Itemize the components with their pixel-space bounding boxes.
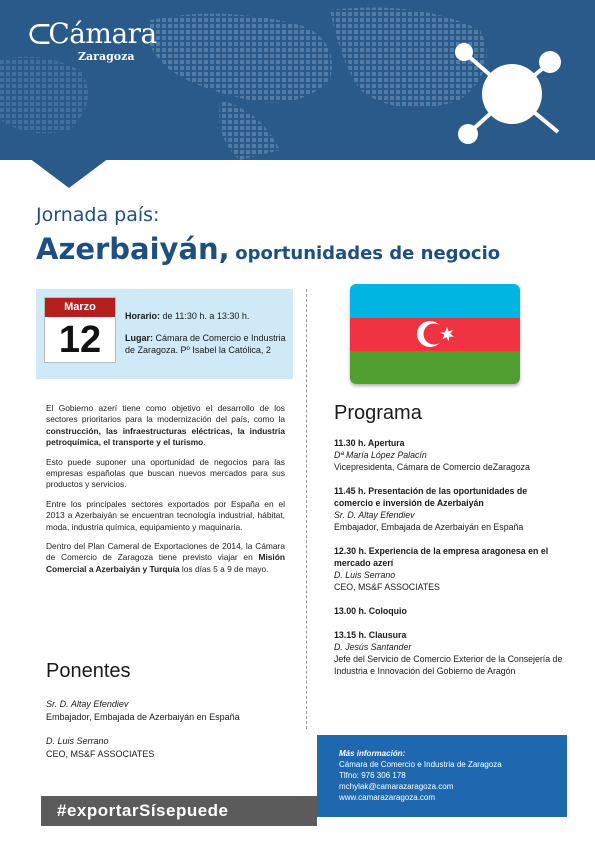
program-speaker: Sr. D. Altay Efendiev xyxy=(334,510,415,520)
contact-phone: Tlfno: 976 306 178 xyxy=(339,771,406,780)
program-item xyxy=(334,629,564,677)
program-role: CEO, MS&F ASSOCIATES xyxy=(334,582,440,592)
speaker-role: CEO, MS&F ASSOCIATES xyxy=(46,748,155,759)
speaker-item xyxy=(46,735,296,760)
text-span: Dentro del Plan Cameral de Exportaciones de 2014, la Cámara de Comercio de Zaragoza tiene previsto viajar en xyxy=(46,541,285,563)
program-time-title: 11.30 h. Apertura xyxy=(334,438,405,448)
logo-city-text: Zaragoza xyxy=(78,50,135,63)
intro-paragraph xyxy=(46,403,285,449)
place-label: Lugar: xyxy=(125,333,153,343)
column-divider xyxy=(306,289,307,729)
program-heading: Programa xyxy=(334,402,422,424)
event-title xyxy=(36,232,500,266)
event-tagline: oportunidades de negocio xyxy=(235,243,501,264)
schedule-value: de 11:30 h. a 13:30 h. xyxy=(162,311,250,321)
place-row xyxy=(125,332,290,356)
program-time-title: 13.15 h. Clausura xyxy=(334,630,407,640)
event-details xyxy=(125,310,290,366)
program-item xyxy=(334,545,564,593)
contact-website[interactable]: www.camarazaragoza.com xyxy=(339,793,436,802)
calendar-icon xyxy=(44,297,116,363)
text-bold: construcción, las infraestructuras eléctricas, la industria petroquímica, el transporte y el turismo xyxy=(46,425,285,448)
program-speaker: Dª María López Palacín xyxy=(334,450,427,460)
speaker-name: D. Luis Serrano xyxy=(46,736,109,746)
calendar-month: Marzo xyxy=(45,298,115,317)
speakers-list xyxy=(46,698,296,772)
speaker-name: Sr. D. Altay Efendiev xyxy=(46,699,129,709)
azerbaijan-flag xyxy=(350,284,520,384)
program-item xyxy=(334,605,564,617)
program-item xyxy=(334,437,564,473)
event-country: Azerbaiyán, xyxy=(36,232,230,266)
intro-paragraph: Esto puede suponer una oportunidad de negocios para las empresas españolas que buscan nuevos mercados para sus productos y servicios. xyxy=(46,456,285,490)
schedule-row xyxy=(125,310,290,322)
program-role: Vicepresidenta, Cámara de Comercio deZaragoza xyxy=(334,462,530,472)
program-time-title: 12.30 h. Experiencia de la empresa aragonesa en el mercado azerí xyxy=(334,546,549,568)
speaker-item xyxy=(46,698,296,723)
calendar-day: 12 xyxy=(58,319,102,361)
intro-paragraph xyxy=(46,541,285,575)
intro-paragraph: Entre los principales sectores exportados por España en el 2013 a Azerbaiyán se encuentran tecnología industrial, hábitat, moda, industria química, equipamiento y maquinaria. xyxy=(46,498,285,532)
contact-heading: Más información: xyxy=(339,749,406,758)
program-time-title: 13.00 h. Coloquio xyxy=(334,606,407,616)
network-icon xyxy=(440,14,580,154)
contact-email[interactable]: mchylak@camarazaragoza.com xyxy=(339,782,454,791)
program-list xyxy=(334,437,564,689)
date-box xyxy=(36,289,293,379)
schedule-label: Horario: xyxy=(125,311,161,321)
program-time-title: 11.45 h. Presentación de las oportunidades de comercio e inversión de Azerbaiyán xyxy=(334,486,528,508)
contact-info-box xyxy=(317,735,567,817)
speakers-heading: Ponentes xyxy=(46,660,131,682)
contact-org: Cámara de Comercio e Industria de Zaragoza xyxy=(339,760,502,769)
header-banner xyxy=(0,0,595,160)
camara-logo: ⊂ Cámara Zaragoza xyxy=(26,14,157,63)
speaker-role: Embajador, Embajada de Azerbaiyán en España xyxy=(46,711,240,722)
program-speaker: D. Luis Serrano xyxy=(334,570,396,580)
program-item xyxy=(334,485,564,533)
program-role: Embajador, Embajada de Azerbaiyán en España xyxy=(334,522,524,532)
text-span: El Gobierno azerí tiene como objetivo el desarrollo de los sectores prioritarios para la modernización del país, como la xyxy=(46,403,285,425)
program-role: Jefe del Servicio de Comercio Exterior de la Consejería de Industria e Innovación del Gobierno de Aragón xyxy=(334,654,563,676)
text-bold: Misión Comercial a Azerbaiyán y Turquía xyxy=(46,552,285,574)
text-span: los días 5 a 9 de mayo. xyxy=(179,563,269,574)
program-speaker: D. Jesús Santander xyxy=(334,642,412,652)
intro-text xyxy=(46,403,285,583)
logo-brand-text: Cámara xyxy=(48,16,157,50)
text-span: . xyxy=(203,437,206,448)
hashtag-bar: #exportarSísepuede xyxy=(41,796,317,826)
place-value: Cámara de Comercio e Industria de Zaragoza. Pº Isabel la Católica, 2 xyxy=(125,333,286,355)
event-subtitle: Jornada país: xyxy=(36,204,160,226)
banner-notch xyxy=(29,158,109,188)
